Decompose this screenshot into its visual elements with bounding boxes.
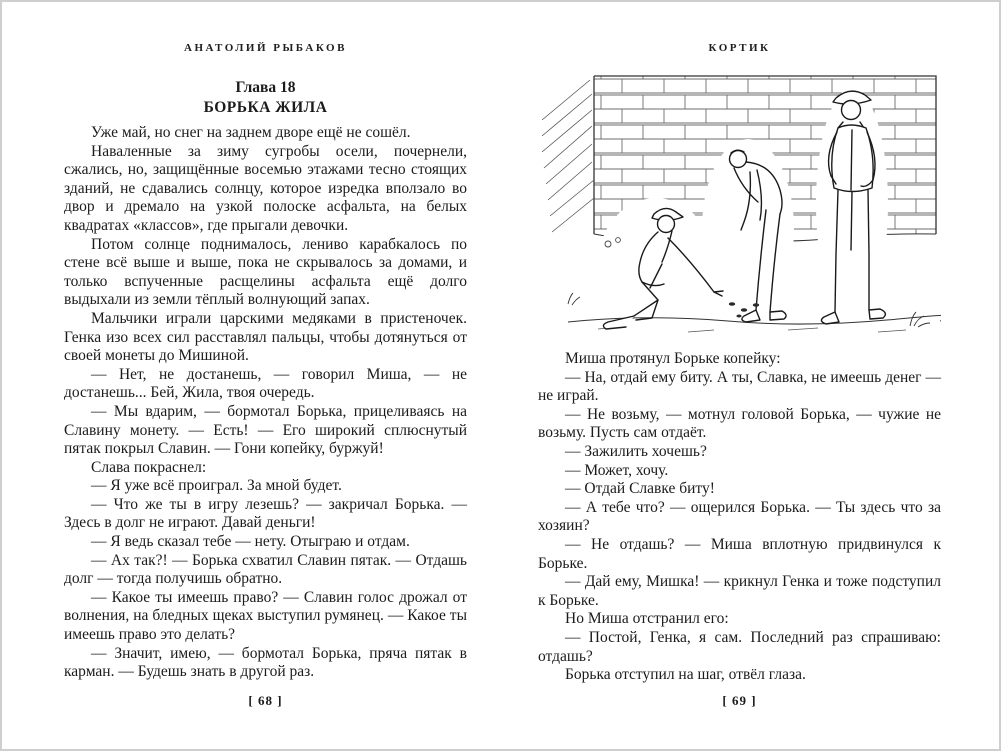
paragraph: — Может, хочу. — [565, 461, 669, 479]
paragraph: — Я ведь сказал тебе — нету. Отыграю и отдам. — [91, 533, 410, 551]
illustration-drawing — [538, 64, 941, 342]
paragraph: — Мы вдарим, — бормотал Борька, прицеливаясь на Славину монету. — Есть! — Его широкий сплюснутый пятак покрыл Славин. — Гони копейку, буржуй! — [64, 402, 467, 458]
paragraph: — Ах так?! — Борька схватил Славин пятак. — Отдашь долг — тогда получишь обратно. — [64, 551, 467, 588]
chapter-title: БОРЬКА ЖИЛА — [203, 99, 328, 116]
running-head-title: КОРТИК — [708, 42, 771, 54]
paragraph: — Значит, имею, — бормотал Борька, пряча пятак в карман. — Будешь знать в другой раз. — [64, 644, 467, 681]
page-right — [538, 2, 941, 751]
paragraph: Но Миша отстранил его: — [565, 610, 729, 628]
paragraph: — Я уже всё проиграл. За мной будет. — [91, 477, 342, 495]
paragraph: — Не отдашь? — Миша вплотную придвинулся к Борьке. — [538, 535, 941, 572]
paragraph: — Что же ты в игру лезешь? — закричал Борька. — Здесь в долг не играют. Давай деньги! — [64, 495, 467, 532]
paragraph: Уже май, но снег на заднем дворе ещё не сошёл. — [91, 124, 411, 141]
chapter-number: Глава 18 — [235, 79, 296, 96]
paragraph: Миша протянул Борьке копейку: — [565, 350, 781, 367]
paragraph: — На, отдай ему биту. А ты, Славка, не имеешь денег — не играй. — [538, 368, 941, 405]
paragraph: Потом солнце поднималось, лениво карабкалось по стене всё выше и выше, пока не скрывалось за домами, и только вспученные расщелины асфальта ещё долго выдыхали из земли тёплый волнующий запах. — [64, 235, 467, 309]
paragraph: Слава покраснел: — [91, 458, 207, 476]
hatching — [542, 80, 594, 232]
paragraph: Мальчики играли царскими медяками в пристеночек. Генка изо всех сил расставлял пальцы, чтобы дотянуться от своей монеты до Мишиной. — [64, 309, 467, 365]
illustration-boys-coin-game — [538, 64, 941, 342]
left-page-text — [64, 124, 467, 682]
chapter-heading — [64, 78, 467, 118]
right-page-text — [538, 350, 941, 685]
paragraph: Борька отступил на шаг, отвёл глаза. — [565, 666, 806, 684]
paragraph: — Постой, Генка, я сам. Последний раз спрашиваю: отдашь? — [538, 628, 941, 665]
page-number-right: [ 69 ] — [722, 693, 757, 708]
paragraph: — А тебе что? — ощерился Борька. — Ты здесь что за хозяин? — [538, 498, 941, 535]
running-head-author: АНАТОЛИЙ РЫБАКОВ — [184, 42, 347, 54]
paragraph: — Зажилить хочешь? — [565, 442, 707, 460]
paragraph: Наваленные за зиму сугробы осели, почернели, сжались, но, защищённые восемью этажами тесно стоящих зданий, не сдавались солнцу, которое изредка вползало во двор и дремало на узкой полоске асфальта, на белых квадратах «классов», где прыгали девочки. — [64, 142, 467, 234]
paragraph: — Нет, не достанешь, — говорил Миша, — не достанешь... Бей, Жила, твоя очередь. — [64, 365, 467, 402]
paragraph: — Отдай Славке биту! — [565, 480, 715, 498]
paragraph: — Дай ему, Мишка! — крикнул Генка и тоже подступил к Борьке. — [538, 573, 941, 609]
page-number-left: [ 68 ] — [248, 693, 283, 708]
page-left — [64, 2, 467, 751]
paragraph: — Какое ты имеешь право? — Славин голос дрожал от волнения, на бледных щеках выступил румянец. — Какое ты имеешь право это делать? — [64, 588, 467, 644]
paragraph: — Не возьму, — мотнул головой Борька, — чужие не возьму. Пусть сам отдаёт. — [538, 405, 941, 442]
